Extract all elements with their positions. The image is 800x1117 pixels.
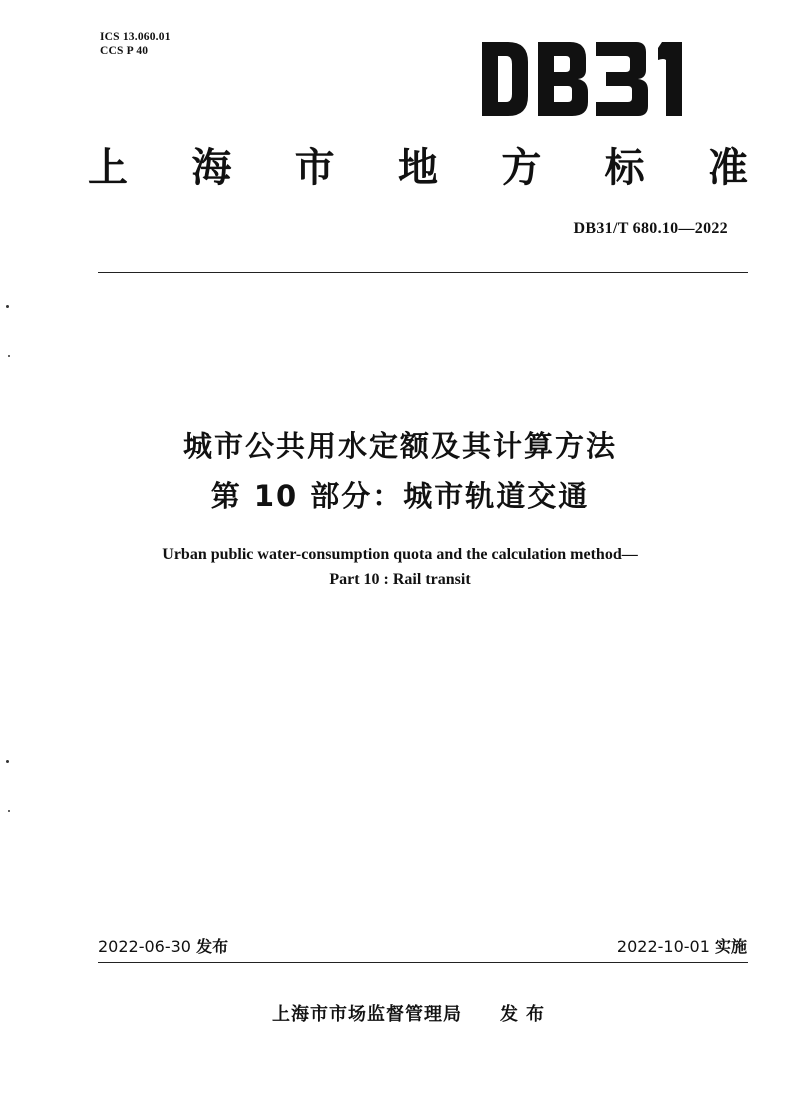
- publish-label: 发布: [196, 937, 229, 956]
- standard-type-char: 市: [294, 144, 335, 191]
- title-cn-line2: 第 10 部分：城市轨道交通: [210, 479, 590, 513]
- scan-speck: [6, 760, 9, 763]
- ccs-code: CCS P 40: [100, 45, 149, 57]
- header-divider: [98, 272, 748, 273]
- issuer-block: [272, 1000, 552, 1026]
- scan-speck: [8, 355, 10, 357]
- title-en-line2: Part 10 : Rail transit: [329, 571, 471, 588]
- standard-type-char: 地: [397, 144, 438, 191]
- standard-type-char: 上: [88, 144, 128, 191]
- implement-label: 实施: [714, 937, 747, 956]
- title-cn-line1: 城市公共用水定额及其计算方法: [182, 429, 617, 463]
- publish-date-block: [98, 934, 228, 957]
- issuer-name: 上海市市场监督管理局: [272, 1004, 462, 1025]
- issuer-action: 发布: [500, 1004, 552, 1025]
- standard-type-char: 海: [191, 144, 232, 191]
- db31-logo: [478, 36, 708, 122]
- title-en-line1: Urban public water-consumption quota and the calculation method—: [162, 546, 638, 563]
- publish-date: 2022-06-30: [98, 937, 191, 956]
- scan-speck: [8, 810, 10, 812]
- standard-type-char: 方: [501, 144, 542, 191]
- footer-divider: [98, 962, 748, 963]
- standard-type-char: 标: [604, 144, 645, 191]
- implement-date: 2022-10-01: [616, 937, 710, 956]
- classification-codes: [100, 30, 171, 58]
- ics-code: ICS 13.060.01: [100, 31, 171, 43]
- scan-speck: [6, 305, 9, 308]
- implement-date-block: [617, 934, 747, 957]
- standard-type-title: [88, 140, 748, 196]
- standard-type-char: 准: [707, 144, 748, 191]
- standard-code: DB31/T 680.10—2022: [573, 220, 728, 237]
